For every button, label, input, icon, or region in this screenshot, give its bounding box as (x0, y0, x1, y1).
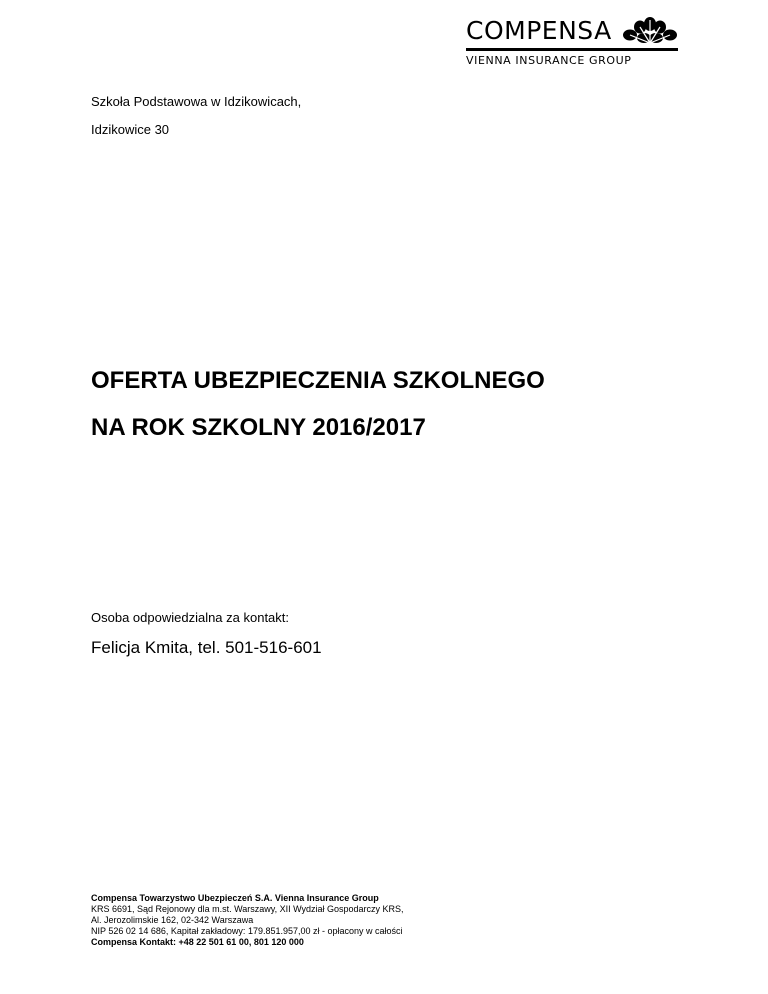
school-address: Idzikowice 30 (91, 122, 170, 137)
document-title-line-1: OFERTA UBEZPIECZENIA SZKOLNEGO (91, 367, 545, 394)
logo-wordmark: COMPENSA (466, 16, 612, 45)
contact-label: Osoba odpowiedzialna za kontakt: (91, 610, 290, 625)
footer-contact: Compensa Kontakt: +48 22 501 61 00, 801 120 000 (91, 937, 304, 947)
footer-company-name: Compensa Towarzystwo Ubezpieczeń S.A. Vienna Insurance Group (91, 893, 379, 903)
compensa-shell-logo-icon (622, 16, 678, 44)
document-title-line-2: NA ROK SZKOLNY 2016/2017 (91, 414, 426, 441)
logo-divider (466, 48, 678, 51)
footer-krs: KRS 6691, Sąd Rejonowy dla m.st. Warszawy, XII Wydział Gospodarczy KRS, (91, 904, 404, 914)
logo-tagline: VIENNA INSURANCE GROUP (466, 54, 632, 67)
footer-address: Al. Jerozolimskie 162, 02-342 Warszawa (91, 915, 254, 925)
contact-person: Felicja Kmita, tel. 501-516-601 (91, 638, 322, 657)
footer-nip: NIP 526 02 14 686, Kapitał zakładowy: 179.851.957,00 zł - opłacony w całości (91, 926, 403, 936)
school-name: Szkoła Podstawowa w Idzikowicach, (91, 94, 302, 109)
company-footer (91, 893, 404, 948)
company-logo (466, 14, 678, 70)
